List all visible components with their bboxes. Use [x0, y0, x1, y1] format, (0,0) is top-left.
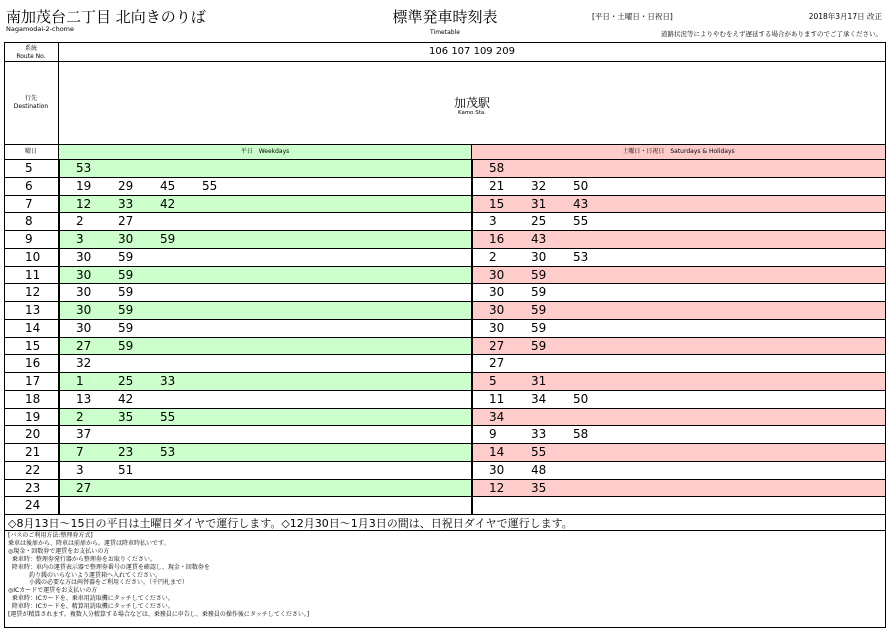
weekday-minutes-cell: [59, 497, 471, 514]
timetable-row: [4, 496, 885, 514]
departure-minute: 59: [531, 320, 547, 335]
departure-minute: 16: [489, 232, 505, 246]
hour-cell: 16: [25, 356, 41, 371]
departure-minute: 14: [489, 445, 505, 459]
weekend-minutes-cell: [472, 267, 885, 284]
timetable-rows: [4, 159, 885, 514]
departure-minute: 30: [489, 267, 505, 282]
weekday-minutes-cell: [59, 480, 471, 497]
departure-minute: 42: [118, 391, 134, 406]
timetable-row: [4, 230, 885, 248]
guide-line: ◎ICカードで運賃をお支払いの方: [8, 587, 98, 595]
hour-cell: 15: [25, 338, 41, 353]
divider: [4, 61, 886, 62]
hour-cell: 10: [25, 249, 41, 264]
departure-minute: 23: [118, 445, 134, 459]
departure-minute: 42: [160, 196, 176, 211]
special-schedule-note: ◇8月13日～15日の平日は土曜日ダイヤで運行します。◇12月30日～1月3日の間は、日祝日ダイヤで運行します。: [8, 517, 573, 530]
hour-cell: 18: [25, 391, 41, 406]
timetable-row: [4, 301, 885, 319]
hour-cell: 17: [25, 374, 41, 388]
stop-name-en: Nagamodai-2-chome: [6, 25, 75, 33]
weekday-minutes-cell: [59, 409, 471, 426]
departure-minute: 59: [118, 303, 134, 317]
departure-minute: 48: [531, 462, 547, 477]
delay-note: 道路状況等によりやむをえず遅延する場合がありますのでご了承ください。: [661, 30, 882, 38]
departure-minute: 30: [489, 303, 505, 317]
weekday-minutes-cell: [59, 160, 471, 177]
departure-minute: 53: [76, 161, 92, 175]
guide-line: [バスのご利用方法:整理券方式]: [8, 532, 93, 539]
weekend-minutes-cell: [472, 196, 885, 213]
departure-minute: 27: [489, 338, 505, 353]
revision-date: 2018年3月17日 改正: [808, 12, 882, 21]
departure-minute: 33: [118, 196, 134, 211]
timetable-row: [4, 177, 885, 195]
weekend-minutes-cell: [472, 480, 885, 497]
weekday-minutes-cell: [59, 426, 471, 443]
hour-cell: 23: [25, 480, 41, 495]
departure-minute: 55: [202, 178, 218, 193]
departure-minute: 34: [489, 409, 505, 424]
weekend-minutes-cell: [472, 213, 885, 230]
departure-minute: 30: [489, 320, 505, 335]
weekend-minutes-cell: [472, 160, 885, 177]
departure-minute: 27: [76, 480, 92, 495]
weekday-minutes-cell: [59, 320, 471, 337]
hour-cell: 14: [25, 320, 41, 335]
weekend-minutes-cell: [472, 462, 885, 479]
destination-label: 行先 Destination: [13, 95, 49, 110]
weekday-minutes-cell: [59, 444, 471, 461]
departure-minute: 27: [76, 338, 92, 353]
departure-minute: 12: [489, 480, 505, 495]
departure-minute: 2: [76, 214, 84, 229]
departure-minute: 59: [531, 303, 547, 317]
weekend-minutes-cell: [472, 497, 885, 514]
weekday-minutes-cell: [59, 213, 471, 230]
destination-name: 加茂駅: [453, 96, 490, 110]
departure-minute: 3: [76, 462, 84, 477]
departure-minute: 21: [489, 178, 505, 193]
hour-cell: 7: [25, 196, 33, 211]
weekday-minutes-cell: [59, 338, 471, 355]
weekday-column-header: 平日 Weekdays: [59, 145, 471, 159]
departure-minute: 30: [531, 249, 547, 264]
departure-minute: 30: [76, 285, 92, 300]
departure-minute: 5: [489, 374, 497, 388]
weekend-minutes-cell: [472, 178, 885, 195]
weekend-minutes-cell: [472, 320, 885, 337]
departure-minute: 9: [489, 427, 497, 442]
weekday-minutes-cell: [59, 267, 471, 284]
timetable-row: [4, 212, 885, 230]
departure-minute: 55: [160, 409, 176, 424]
guide-line: 降車時：車内の運賃表示器で整理券番号の運賃を確認し、現金・回数券を: [8, 563, 210, 571]
guide-line: 乗車時：整理券発行器から整理券をお取りください。: [8, 555, 156, 563]
departure-minute: 59: [531, 267, 547, 282]
timetable-row: [4, 479, 885, 497]
page-title-en: Timetable: [430, 29, 460, 36]
departure-minute: 25: [118, 374, 134, 388]
hour-cell: 22: [25, 462, 41, 477]
departure-minute: 30: [489, 285, 505, 300]
departure-minute: 50: [573, 178, 589, 193]
departure-minute: 2: [489, 249, 497, 264]
destination-name-en: Kamo Sta.: [457, 110, 487, 116]
hour-cell: 11: [25, 267, 41, 282]
weekday-minutes-cell: [59, 249, 471, 266]
departure-minute: 58: [489, 161, 505, 175]
departure-minute: 37: [76, 427, 92, 442]
timetable-row: [4, 283, 885, 301]
departure-minute: 33: [160, 374, 176, 388]
weekend-minutes-cell: [472, 302, 885, 319]
departure-minute: 58: [573, 427, 589, 442]
departure-minute: 45: [160, 178, 176, 193]
hour-cell: 9: [25, 232, 33, 246]
weekday-minutes-cell: [59, 196, 471, 213]
departure-minute: 33: [531, 427, 547, 442]
timetable-row: [4, 461, 885, 479]
departure-minute: 30: [489, 462, 505, 477]
timetable-row: [4, 390, 885, 408]
hour-column-header: 曜日: [24, 148, 37, 155]
weekend-minutes-cell: [472, 409, 885, 426]
departure-minute: 32: [531, 178, 547, 193]
hour-cell: 8: [25, 214, 33, 229]
weekend-minutes-cell: [472, 444, 885, 461]
departure-minute: 53: [160, 445, 176, 459]
departure-minute: 1: [76, 374, 84, 388]
timetable-row: [4, 354, 885, 372]
weekend-minutes-cell: [472, 231, 885, 248]
hour-cell: 24: [25, 498, 41, 513]
timetable-row: [4, 248, 885, 266]
page-title: 標準発車時刻表: [392, 8, 498, 26]
weekday-minutes-cell: [59, 178, 471, 195]
timetable-row: [4, 372, 885, 390]
weekend-minutes-cell: [472, 426, 885, 443]
departure-minute: 59: [118, 285, 134, 300]
departure-minute: 53: [573, 249, 589, 264]
guide-line: 釣り銭のいらないよう運賃箱へ入れてください。: [8, 571, 161, 579]
hour-cell: 21: [25, 445, 41, 459]
weekend-minutes-cell: [472, 355, 885, 372]
departure-minute: 59: [118, 338, 134, 353]
departure-minute: 30: [76, 249, 92, 264]
weekday-minutes-cell: [59, 391, 471, 408]
departure-minute: 13: [76, 391, 92, 406]
departure-minute: 15: [489, 196, 505, 211]
stop-name: 南加茂台二丁目 北向きのりば: [6, 8, 206, 26]
departure-minute: 27: [118, 214, 134, 229]
departure-minute: 55: [531, 445, 547, 459]
departure-minute: 3: [489, 214, 497, 229]
weekend-minutes-cell: [472, 338, 885, 355]
departure-minute: 3: [76, 232, 84, 246]
departure-minute: 50: [573, 391, 589, 406]
departure-minute: 35: [531, 480, 547, 495]
timetable-row: [4, 425, 885, 443]
departure-minute: 59: [531, 338, 547, 353]
departure-minute: 31: [531, 374, 547, 388]
departure-minute: 30: [76, 303, 92, 317]
weekday-minutes-cell: [59, 302, 471, 319]
departure-minute: 35: [118, 409, 134, 424]
weekend-minutes-cell: [472, 284, 885, 301]
hour-cell: 13: [25, 303, 41, 317]
departure-minute: 55: [573, 214, 589, 229]
guide-line: [運賃が精算されます。複数人分精算する場合などは、乗務員に申告し、乗務員の操作後にタッチしてください。]: [8, 611, 310, 619]
weekday-minutes-cell: [59, 462, 471, 479]
departure-minute: 43: [573, 196, 589, 211]
usage-guide: [8, 532, 309, 619]
departure-minute: 59: [118, 249, 134, 264]
departure-minute: 25: [531, 214, 547, 229]
departure-minute: 59: [118, 267, 134, 282]
departure-minute: 59: [531, 285, 547, 300]
departure-minute: 59: [118, 320, 134, 335]
weekend-minutes-cell: [472, 391, 885, 408]
guide-line: 降車時：ICカードを、精算用読取機にタッチしてください。: [8, 603, 174, 611]
departure-minute: 43: [531, 232, 547, 246]
weekday-minutes-cell: [59, 231, 471, 248]
guide-line: 小銭の必要な方は両替器をご利用ください。（千円札まで）: [8, 579, 188, 587]
departure-minute: 31: [531, 196, 547, 211]
departure-minute: 12: [76, 196, 92, 211]
timetable-row: [4, 337, 885, 355]
weekday-minutes-cell: [59, 284, 471, 301]
hour-cell: 5: [25, 161, 33, 175]
guide-line: ◎現金・回数券で運賃をお支払いの方: [8, 547, 110, 555]
weekend-minutes-cell: [472, 373, 885, 390]
departure-minute: 11: [489, 391, 505, 406]
departure-minute: 30: [118, 232, 134, 246]
timetable-row: [4, 159, 885, 177]
weekday-minutes-cell: [59, 355, 471, 372]
timetable-row: [4, 319, 885, 337]
timetable-row: [4, 266, 885, 284]
hour-cell: 6: [25, 178, 33, 193]
weekday-minutes-cell: [59, 373, 471, 390]
departure-minute: 27: [489, 356, 505, 371]
departure-minute: 32: [76, 356, 92, 371]
timetable-row: [4, 195, 885, 213]
departure-minute: 2: [76, 409, 84, 424]
timetable-row: [4, 443, 885, 461]
route-label: 系統 Route No.: [16, 45, 46, 60]
timetable-row: [4, 408, 885, 426]
departure-minute: 30: [76, 320, 92, 335]
departure-minute: 51: [118, 462, 134, 477]
route-numbers: 106 107 109 209: [429, 46, 515, 57]
hour-cell: 20: [25, 427, 41, 442]
hour-cell: 12: [25, 285, 41, 300]
departure-minute: 19: [76, 178, 92, 193]
departure-minute: 59: [160, 232, 176, 246]
weekend-minutes-cell: [472, 249, 885, 266]
day-types: [平日・土曜日・日祝日]: [592, 12, 673, 21]
departure-minute: 7: [76, 445, 84, 459]
weekend-column-header: 土曜日・日祝日 Saturdays & Holidays: [472, 145, 885, 159]
departure-minute: 34: [531, 391, 547, 406]
hour-cell: 19: [25, 409, 41, 424]
guide-line: 乗車は後扉から、降車は前扉から。運賃は降車時払いです。: [8, 539, 170, 547]
departure-minute: 30: [76, 267, 92, 282]
guide-line: 乗車時：ICカードを、乗車用読取機にタッチしてください。: [8, 595, 174, 603]
departure-minute: 29: [118, 178, 134, 193]
